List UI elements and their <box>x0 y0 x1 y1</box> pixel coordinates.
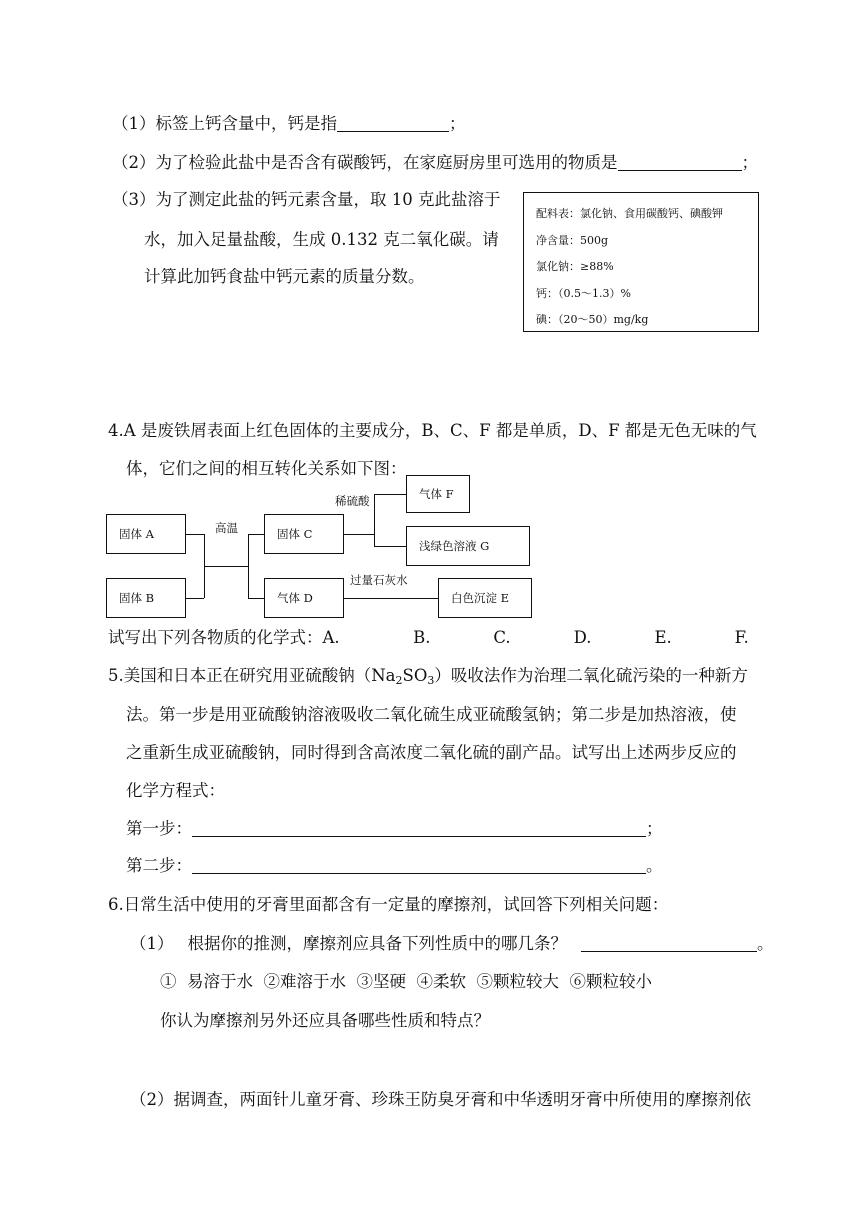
reagent-dilute-sulfuric-acid: 稀硫酸 <box>335 494 370 508</box>
q5-step1: 第一步： ； <box>126 819 663 838</box>
q4-line1: 4.A 是废铁屑表面上红色固体的主要成分，B、C、F 都是单质，D、F 都是无色无味的气 <box>108 421 757 440</box>
q4-line2: 体，它们之间的相互转化关系如下图： <box>126 459 407 478</box>
q6-options: ① 易溶于水 ②难溶于水 ③坚硬 ④柔软 ⑤颗粒较大 ⑥颗粒较小 <box>160 972 652 991</box>
connector <box>204 566 248 567</box>
label-ingredients: 配料表：氯化钠、食用碳酸钙、碘酸钾 <box>536 207 723 220</box>
connector <box>186 534 204 535</box>
box-solid-a: 固体 A <box>106 514 186 554</box>
answer-blank[interactable] <box>618 152 742 171</box>
box-gas-f: 气体 F <box>406 475 470 513</box>
salt-label-box <box>523 192 759 332</box>
q6-part1: （1） 根据你的推测，摩擦剂应具备下列性质中的哪几条？ 。 <box>130 934 774 953</box>
q6-line1: 6.日常生活中使用的牙膏里面都含有一定量的摩擦剂，试回答下列相关问题： <box>108 895 669 914</box>
box-white-precipitate-e: 白色沉淀 E <box>438 578 532 618</box>
connector <box>248 534 264 535</box>
q5-line4: 化学方程式： <box>126 781 225 800</box>
connector <box>248 534 249 598</box>
q4-answer-line: 试写出下列各物质的化学式：A. B. C. D. E. F. <box>108 628 749 647</box>
q3-part3-line3: 计算此加钙食盐中钙元素的质量分数。 <box>144 267 425 286</box>
q5-line2: 法。第一步是用亚硫酸钠溶液吸收二氧化硫生成亚硫酸氢钠；第二步是加热溶液，使 <box>126 705 737 724</box>
answer-blank[interactable] <box>192 818 646 837</box>
answer-blank[interactable] <box>581 933 757 952</box>
connector <box>374 494 375 546</box>
connector <box>344 598 438 599</box>
box-green-solution-g: 浅绿色溶液 G <box>406 526 530 566</box>
q3-part1: （1）标签上钙含量中，钙是指 ； <box>112 114 466 133</box>
label-net-content: 净含量：500g <box>536 233 609 247</box>
answer-blank[interactable] <box>192 855 646 874</box>
q6-followup: 你认为摩擦剂另外还应具备哪些性质和特点？ <box>160 1011 490 1030</box>
answer-blank[interactable] <box>337 113 449 132</box>
box-solid-c: 固体 C <box>264 514 344 554</box>
connector <box>248 598 264 599</box>
reagent-limewater: 过量石灰水 <box>350 573 408 587</box>
label-nacl: 氯化钠：≥88% <box>536 260 614 273</box>
q5-line3: 之重新生成亚硫酸钠，同时得到含高浓度二氧化硫的副产品。试写出上述两步反应的 <box>126 743 737 762</box>
label-iodine: 碘：（20～50）mg/kg <box>536 313 649 326</box>
box-gas-d: 气体 D <box>264 578 344 618</box>
connector <box>186 598 204 599</box>
condition-high-temp: 高温 <box>215 521 238 535</box>
q3-part2: （2）为了检验此盐中是否含有碳酸钙，在家庭厨房里可选用的物质是 ； <box>112 153 758 172</box>
box-solid-b: 固体 B <box>106 578 186 618</box>
q3-part3-line1: （3）为了测定此盐的钙元素含量，取 10 克此盐溶于 <box>112 190 501 209</box>
q5-step2: 第二步： 。 <box>126 856 663 875</box>
connector <box>374 494 406 495</box>
connector <box>374 546 406 547</box>
q6-part2: （2）据调查，两面针儿童牙膏、珍珠王防臭牙膏和中华透明牙膏中所使用的摩擦剂依 <box>130 1090 751 1109</box>
connector <box>344 534 374 535</box>
label-calcium: 钙：（0.5～1.3）% <box>536 286 631 300</box>
q5-line1: 5.美国和日本正在研究用亚硫酸钠$(Na_2SO_3)$吸收法作为治理二氧化硫污染的一种新方 <box>108 666 748 687</box>
q3-part3-line2: 水，加入足量盐酸，生成 0.132 克二氧化碳。请 <box>144 230 499 249</box>
